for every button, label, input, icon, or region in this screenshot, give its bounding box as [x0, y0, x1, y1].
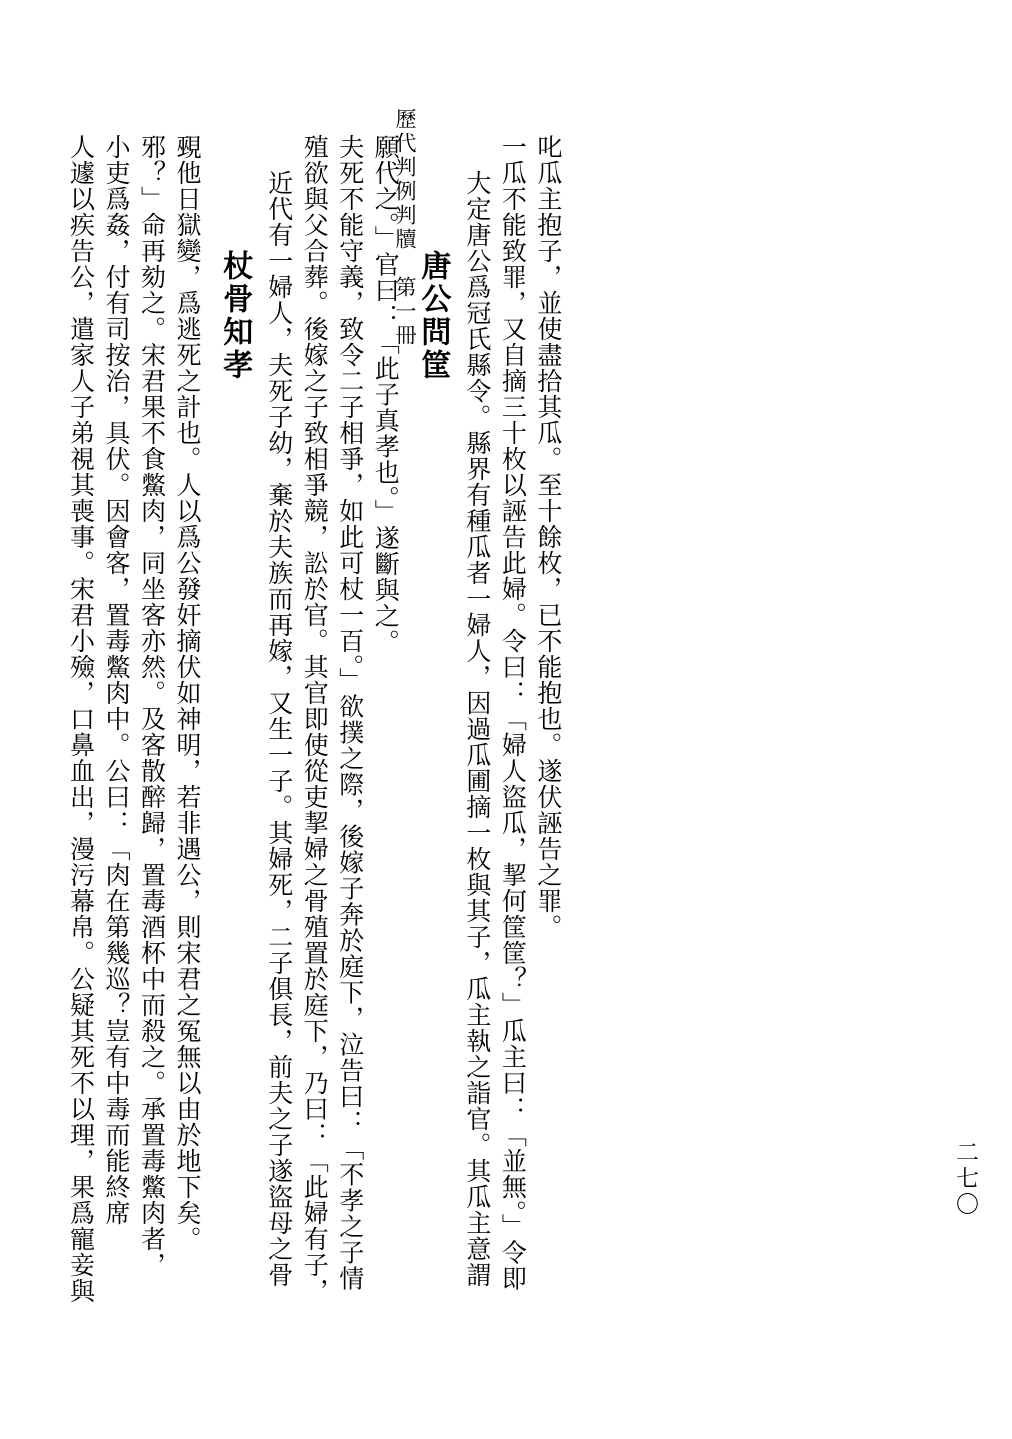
section-heading-zhang-gu-zhi-xiao: 杖骨知孝	[217, 250, 253, 382]
text-column: 大定唐公爲冠氏縣令。縣界有種瓜者一婦人，因過瓜圃摘一枚與其子，瓜主執之詣官。其瓜主意謂	[462, 170, 492, 1288]
text-column: 願代之。」官曰：「此子真孝也。」遂斷與之。	[371, 134, 401, 655]
text-column: 邪？」命再劾之。宋君果不食鱉肉，同坐客亦然。及客散醉歸，置毒酒杯中而殺之。承置毒鱉肉者，	[137, 134, 167, 1278]
section-heading-tang-gong-wen-kuang: 唐公問筐	[415, 250, 451, 382]
text-column: 一瓜不能致罪，又自摘三十枚以誣告此婦。令曰：「婦人盜瓜，挈何筐筐？」瓜主曰：「並無。」令即	[498, 134, 528, 1292]
text-column: 近代有一婦人，夫死子幼，棄於夫族而再嫁，又生一子。其婦死，二子俱長，前夫之子遂盜母之骨	[264, 170, 294, 1288]
text-column: 人遽以疾告公，遣家人子弟視其喪事。宋君小殮，口鼻血出，漫污幕帛。公疑其死不以理，果爲寵妾與	[66, 134, 96, 1304]
text-column: 叱瓜主抱子，並使盡拾其瓜。至十餘枚，已不能抱也。遂伏誣告之罪。	[533, 134, 563, 940]
text-column: 殖欲與父合葬。後嫁之子致相爭競，訟於官。其官即使從吏挈婦之骨殖置於庭下，乃曰：「此婦有子，	[300, 134, 330, 1304]
text-column: 覡他日獄變，爲逃死之計也。人以爲公發奸摘伏如神明，若非遇公，則宋君之冤無以由於地下矣。	[173, 134, 202, 1252]
text-column: 小吏爲姦，付有司按治，具伏。因會客，置毒鱉肉中。公曰：「肉在第幾巡？豈有中毒而能終席	[102, 134, 131, 1226]
text-column: 夫死不能守義，致令二子相爭，如此可杖一百。」欲撲之際，後嫁子奔於庭下，泣告曰：「不孝之子情	[335, 134, 365, 1292]
page-number: 二七〇	[952, 1140, 978, 1218]
page-header: 歷代判例判牘 第一冊	[393, 108, 417, 348]
vertical-text-body	[62, 100, 942, 1330]
